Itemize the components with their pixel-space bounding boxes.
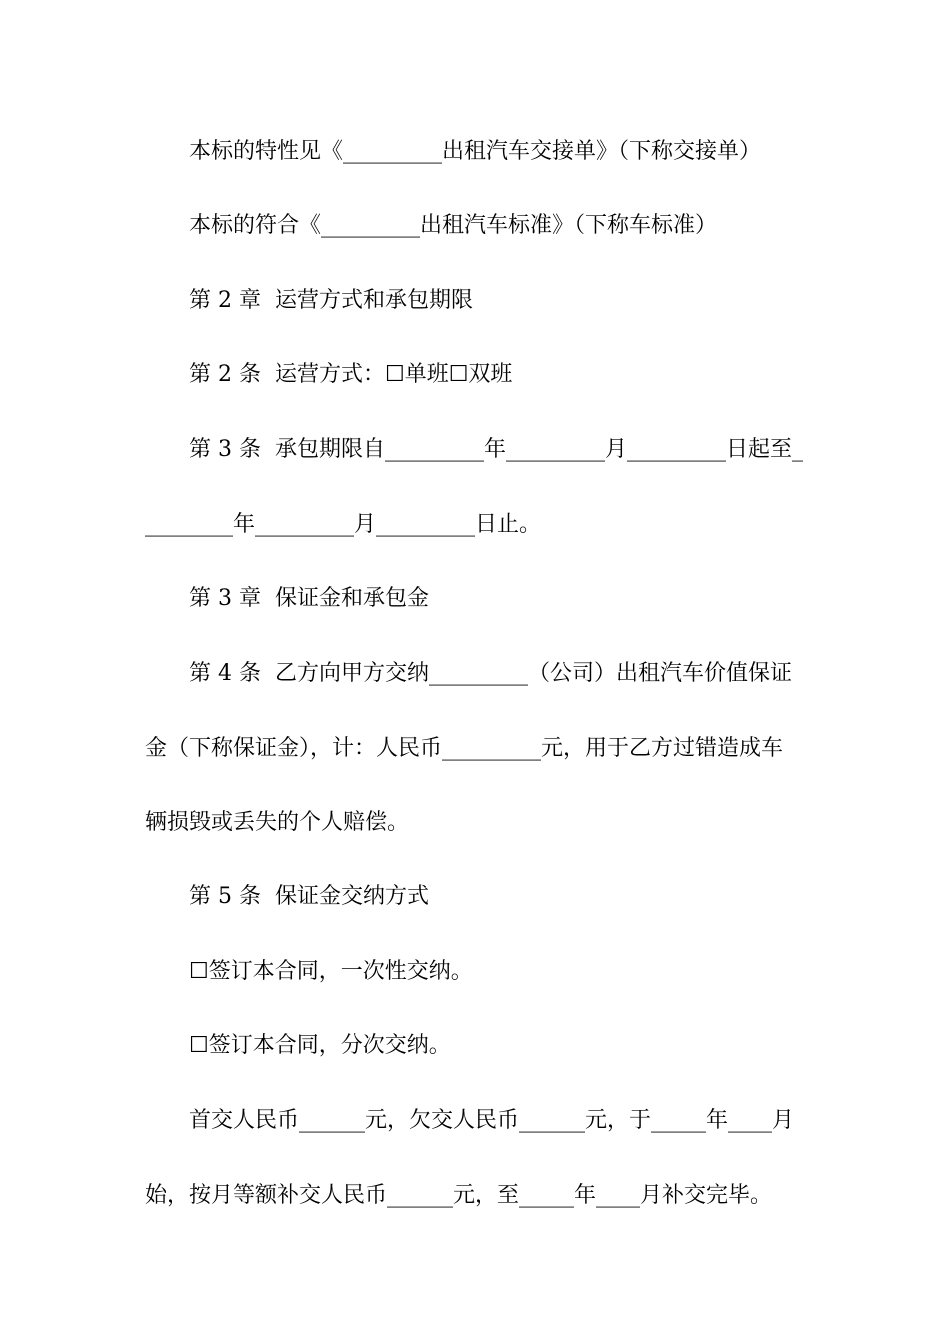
article-2-operation-mode: 第 2 条 运营方式：☐单班☐双班 bbox=[189, 362, 513, 387]
article-3-contract-period: 第 3 条 承包期限自_________年_________月_________日起至_ bbox=[189, 437, 803, 462]
clause-line-1: 本标的特性见《_________出租汽车交接单》（下称交接单） bbox=[189, 139, 762, 164]
article-3-contract-period-cont: ________年_________月_________日止。 bbox=[145, 512, 542, 537]
clause-line-2: 本标的符合《_________出租汽车标准》（下称车标准） bbox=[189, 213, 718, 238]
chapter-heading-3: 第 3 章 保证金和承包金 bbox=[189, 586, 429, 611]
article-5-deposit-payment: 第 5 条 保证金交纳方式 bbox=[189, 884, 429, 909]
payment-option-installments: ☐签订本合同，分次交纳。 bbox=[189, 1033, 451, 1058]
payment-option-lump-sum: ☐签订本合同，一次性交纳。 bbox=[189, 959, 473, 984]
chapter-heading-2: 第 2 章 运营方式和承包期限 bbox=[189, 288, 473, 313]
article-4-deposit: 第 4 条 乙方向甲方交纳_________（公司）出租汽车价值保证 bbox=[189, 661, 792, 686]
article-4-deposit-cont-1: 金（下称保证金），计：人民币_________元，用于乙方过错造成车 bbox=[145, 736, 784, 761]
installment-details: 首交人民币______元，欠交人民币______元，于_____年____月 bbox=[189, 1108, 795, 1133]
installment-details-cont: 始，按月等额补交人民币______元，至_____年____月补交完毕。 bbox=[145, 1183, 773, 1208]
article-4-deposit-cont-2: 辆损毁或丢失的个人赔偿。 bbox=[145, 810, 410, 835]
